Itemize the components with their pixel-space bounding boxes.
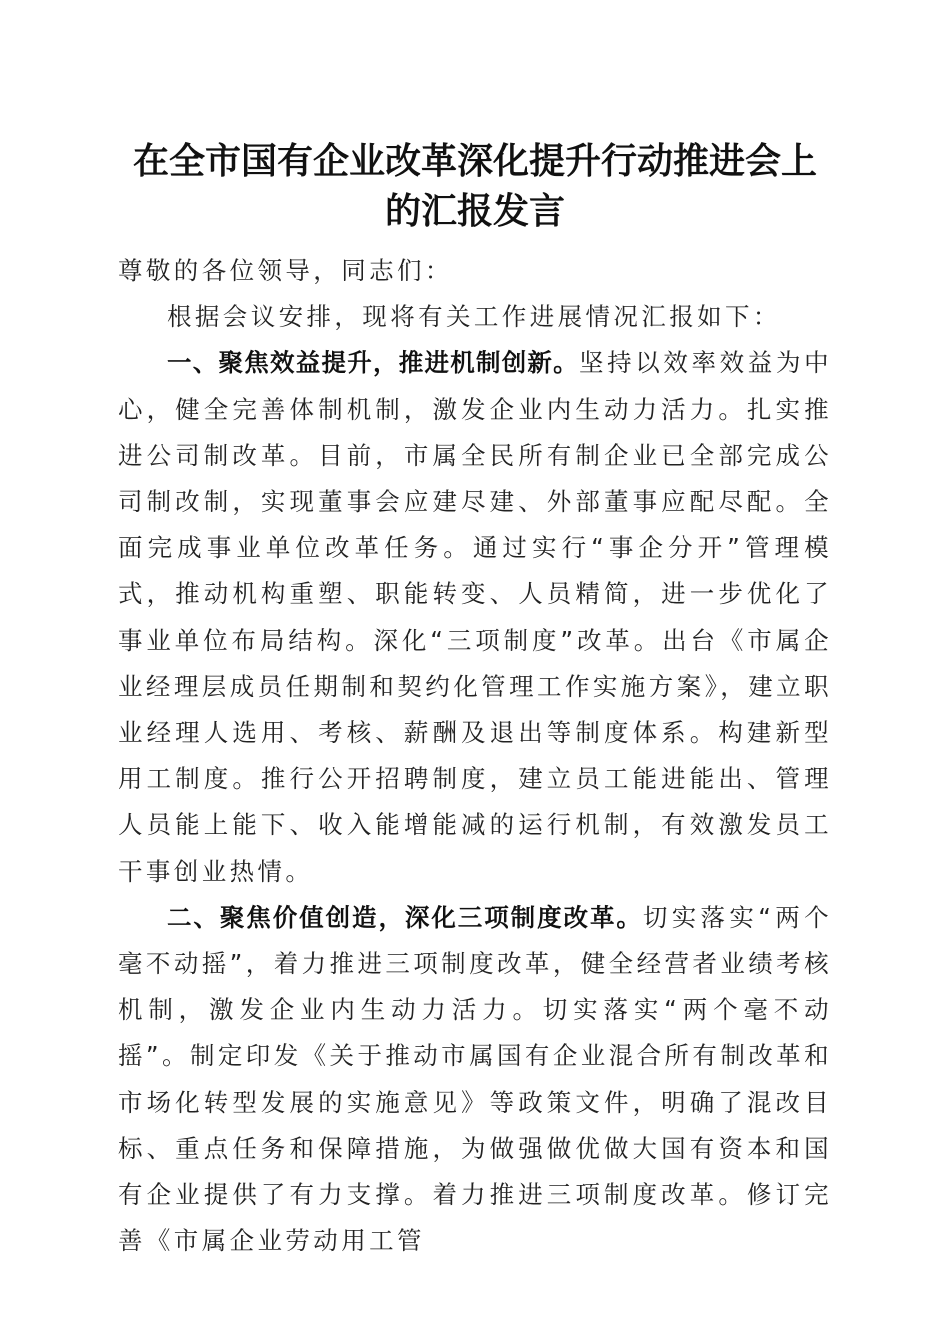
section-text-2: 切实落实“两个毫不动摇”，着力推进三项制度改革，健全经营者业绩考核机制，激发企业内生动力活力。切实落实“两个毫不动摇”。制定印发《关于推动市属国有企业混合所有制改革和市场化转型发展的实施意见》等政策文件，明确了混改目标、重点任务和保障措施，为做强做优做大国有资本和国有企业提供了有力支撑。着力推进三项制度改革。修订完善《市属企业劳动用工管 [118,902,832,1256]
document-title: 在全市国有企业改革深化提升行动推进会上的汇报发言 [132,140,817,232]
section-heading-2: 二、聚焦价值创造，深化三项制度改革。 [167,902,643,932]
section-paragraph-2 [118,895,832,1265]
intro-paragraph: 根据会议安排，现将有关工作进展情况汇报如下： [167,302,781,332]
section-paragraph-1 [118,340,832,894]
section-heading-1: 一、聚焦效益提升，推进机制创新。 [167,348,579,378]
document-body [118,248,832,1264]
section-text-1: 坚持以效率效益为中心，健全完善体制机制，激发企业内生动力活力。扎实推进公司制改革。目前，市属全民所有制企业已全部完成公司制改制，实现董事会应建尽建、外部董事应配尽配。全面完成事业单位改革任务。通过实行“事企分开”管理模式，推动机构重塑、职能转变、人员精简，进一步优化了事业单位布局结构。深化“三项制度”改革。出台《市属企业经理层成员任期制和契约化管理工作实施方案》，建立职业经理人选用、考核、薪酬及退出等制度体系。构建新型用工制度。推行公开招聘制度，建立员工能进能出、管理人员能上能下、收入能增能减的运行机制，有效激发员工干事创业热情。 [118,348,833,886]
salutation: 尊敬的各位领导，同志们： [118,256,453,285]
